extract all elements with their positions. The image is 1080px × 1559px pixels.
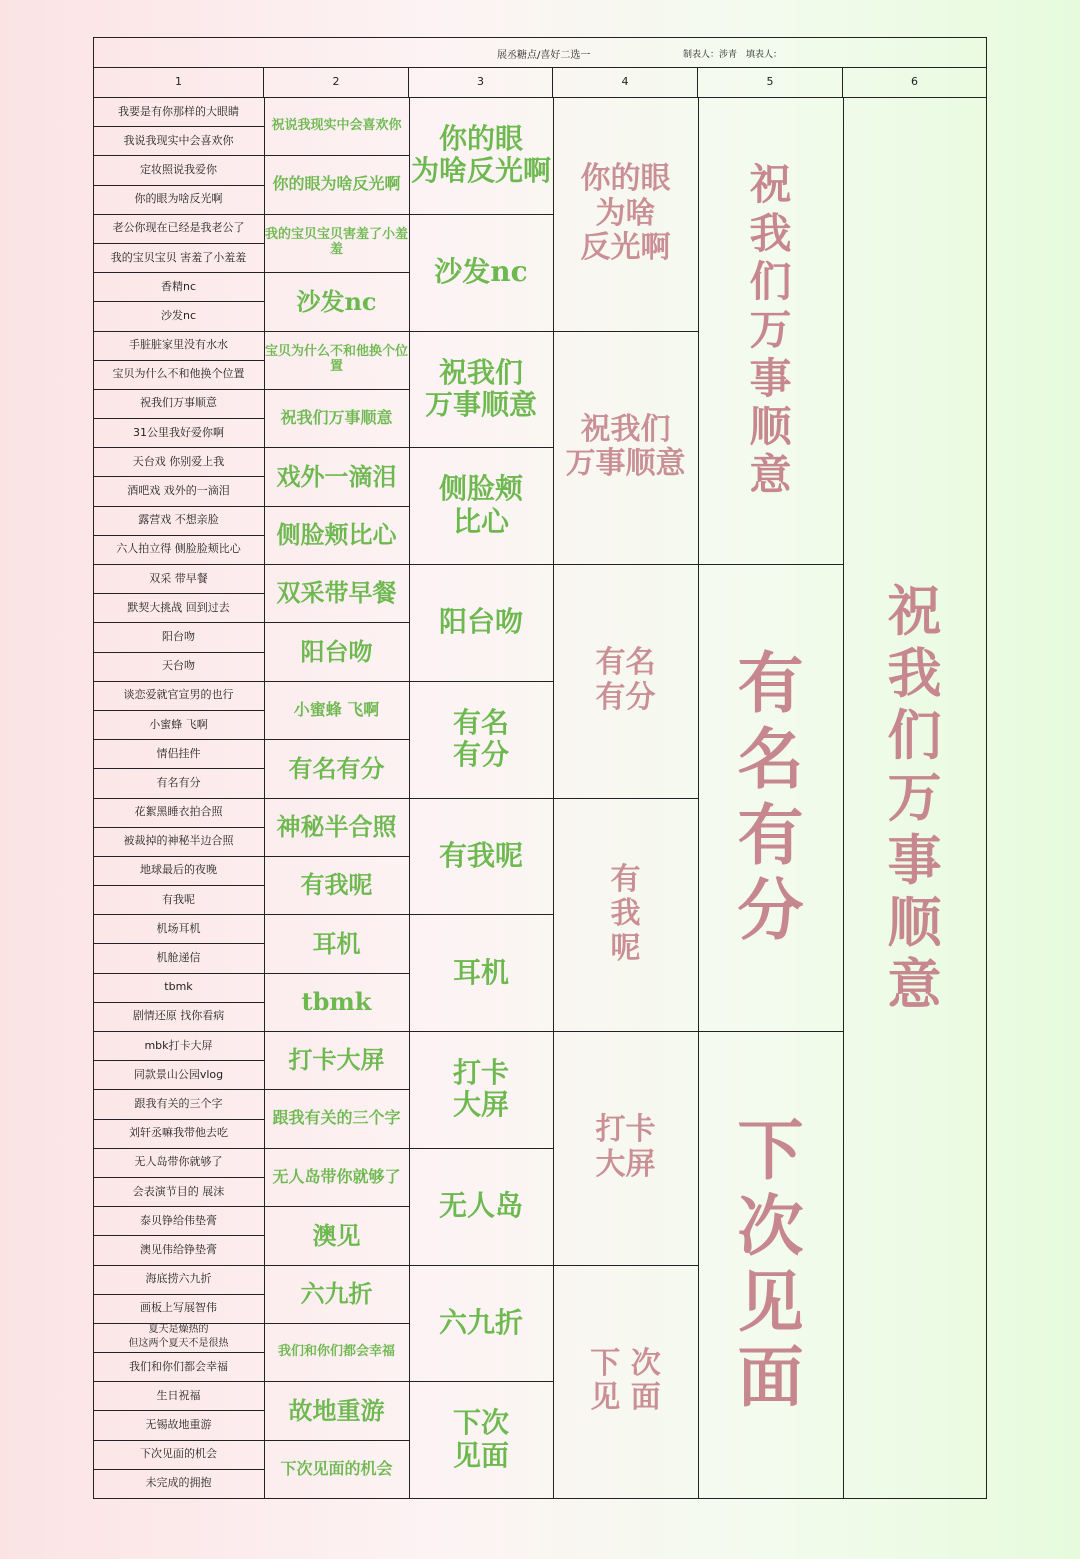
round1-entry: 机舱递信 — [156, 951, 201, 965]
round1-entry: 澳见伟给铮垫膏 — [140, 1242, 217, 1256]
round2-entry: 侧脸颊比心 — [276, 520, 397, 550]
round2-entry: tbmk — [301, 987, 372, 1017]
round1-entry: 有名有分 — [156, 775, 201, 789]
round6-entry: 祝 我 们 万 事 顺 意 — [887, 579, 942, 1016]
round1-entry: 露营戏 不想亲脸 — [138, 513, 219, 527]
sheet-meta: 制表人：涉青 填表人： — [683, 50, 783, 60]
round2-entry: 祝说我现实中会喜欢你 — [271, 117, 402, 133]
round1-entry: 我们和你们都会幸福 — [129, 1359, 228, 1373]
round1-entry: 宝贝为什么不和他换个位置 — [112, 367, 245, 381]
sheet-header — [94, 38, 986, 68]
round3-entry: 六九折 — [438, 1305, 523, 1339]
round4-entry: 下 次 见 面 — [590, 1345, 661, 1416]
round4-entry: 有名 有分 — [595, 645, 656, 715]
round1-entry: 我的宝贝宝贝 害羞了小羞羞 — [110, 250, 247, 264]
round3-entry: 打卡 大屏 — [452, 1056, 509, 1122]
column-number: 1 — [94, 67, 264, 97]
round1-entry: 画板上写展智伟 — [140, 1301, 217, 1315]
round2-entry: 打卡大屏 — [288, 1045, 385, 1075]
round1-entry: 下次见面的机会 — [140, 1447, 217, 1461]
round1-entry: 机场耳机 — [156, 921, 201, 935]
round4-entry: 打卡 大屏 — [595, 1112, 656, 1182]
round2-entry: 阳台吻 — [300, 636, 373, 666]
round1-entry: 同款景山公园vlog — [133, 1067, 224, 1081]
round1-entry: 被裁掉的神秘半边合照 — [123, 834, 234, 848]
round1-entry: mbk打卡大屏 — [144, 1038, 213, 1052]
round1-entry: 祝我们万事顺意 — [140, 396, 217, 410]
column-number-row — [94, 67, 986, 98]
round1-entry: 刘轩丞嘛我带他去吃 — [129, 1126, 228, 1140]
round2-entry: 我们和你们都会幸福 — [277, 1343, 395, 1359]
round2-entry: 跟我有关的三个字 — [272, 1108, 401, 1128]
round2-entry: 有名有分 — [288, 753, 385, 783]
round1-entry: 六人拍立得 侧脸脸颊比心 — [116, 542, 241, 556]
round2-entry: 沙发nc — [296, 286, 377, 316]
round1-entry: 谈恋爱就官宣男的也行 — [123, 688, 234, 702]
column-number: 5 — [698, 67, 843, 97]
round2-entry: 有我呢 — [300, 870, 373, 900]
round5-entry: 祝 我 们 万 事 顺 意 — [749, 160, 792, 500]
round3-entry: 你的眼 为啥反光啊 — [410, 122, 551, 188]
round1-entry: 无人岛带你就够了 — [134, 1155, 223, 1169]
round3-entry: 侧脸颊 比心 — [438, 472, 523, 538]
round1-entry: 我说我现实中会喜欢你 — [123, 133, 234, 147]
round3-entry: 下次 见面 — [452, 1406, 509, 1472]
round2-entry: 六九折 — [300, 1278, 373, 1308]
round1-entry: 定妆照说我爱你 — [140, 162, 217, 176]
round1-entry: 我要是有你那样的大眼睛 — [118, 104, 239, 118]
round1-entry: 沙发nc — [160, 308, 197, 322]
round1-entry: 酒吧戏 戏外的一滴泪 — [127, 484, 230, 498]
round1-entry: 手脏脏家里没有水水 — [129, 338, 228, 352]
round1-entry: 未完成的拥抱 — [145, 1476, 212, 1490]
round2-entry: 澳见 — [312, 1220, 361, 1250]
bracket-sheet — [93, 37, 987, 1499]
round1-entry: 生日祝福 — [156, 1388, 201, 1402]
round1-entry: 泰贝铮给伟垫膏 — [140, 1213, 217, 1227]
round1-entry: 小蜜蜂 飞啊 — [149, 717, 208, 731]
round4-entry: 你的眼 为啥 反光啊 — [580, 161, 671, 265]
round3-entry: 阳台吻 — [438, 605, 523, 639]
round1-entry: 剧情还原 找你看病 — [132, 1009, 225, 1023]
round1-entry: 默契大挑战 回到过去 — [127, 600, 230, 614]
round1-entry: tbmk — [164, 980, 193, 994]
round1-entry: 会表演节目的 展沫 — [132, 1184, 225, 1198]
column-number: 2 — [264, 67, 409, 97]
round3-entry: 祝我们 万事顺意 — [424, 355, 537, 421]
round1-entry: 阳台吻 — [162, 629, 195, 643]
round2-entry: 耳机 — [312, 928, 361, 958]
round1-entry: 地球最后的夜晚 — [140, 863, 217, 877]
round2-entry: 祝我们万事顺意 — [280, 407, 393, 427]
round2-entry: 宝贝为什么不和他换个位置 — [264, 343, 408, 374]
sheet-title: 展丞糖点/喜好二选一 — [497, 50, 591, 61]
round1-entry: 无锡故地重游 — [145, 1418, 212, 1432]
round5-entry: 有 名 有 分 — [737, 643, 804, 950]
round2-entry: 故地重游 — [288, 1395, 385, 1425]
round2-entry: 双采带早餐 — [276, 578, 397, 608]
round1-entry: 香精nc — [160, 279, 197, 293]
round1-entry: 海底捞六九折 — [145, 1272, 212, 1286]
round1-entry: 31公里我好爱你啊 — [133, 425, 224, 439]
round2-entry: 小蜜蜂 飞啊 — [293, 699, 380, 719]
round3-entry: 有我呢 — [438, 838, 523, 872]
column-number: 3 — [409, 67, 553, 97]
round1-entry: 天台戏 你别爱上我 — [132, 454, 225, 468]
round3-entry: 耳机 — [452, 955, 509, 989]
round1-entry: 你的眼为啥反光啊 — [134, 192, 223, 206]
round2-entry: 戏外一滴泪 — [276, 461, 397, 491]
round2-entry: 无人岛带你就够了 — [272, 1166, 401, 1186]
round2-entry: 我的宝贝宝贝害羞了小羞羞 — [264, 227, 408, 257]
round3-entry: 无人岛 — [438, 1189, 523, 1223]
round3-entry: 沙发nc — [434, 255, 528, 289]
column-number: 4 — [553, 67, 698, 97]
round1-entry: 老公你现在已经是我老公了 — [112, 221, 245, 235]
round1-entry: 天台吻 — [162, 659, 195, 673]
round3-entry: 有名 有分 — [452, 705, 509, 772]
round1-entry: 情侣挂件 — [156, 746, 201, 760]
column-number: 6 — [911, 75, 918, 88]
round4-entry: 祝我们 万事顺意 — [565, 411, 686, 482]
round4-entry: 有 我 呢 — [610, 861, 641, 966]
round2-entry: 神秘半合照 — [276, 811, 397, 841]
round1-entry: 跟我有关的三个字 — [134, 1096, 223, 1110]
round1-entry: 夏天是燥热的 但这两个夏天不是很热 — [128, 1324, 229, 1350]
round1-entry: 花絮黑睡衣拍合照 — [134, 805, 223, 819]
round2-entry: 你的眼为啥反光啊 — [272, 174, 401, 194]
round2-entry: 下次见面的机会 — [280, 1458, 393, 1478]
round1-entry: 双采 带早餐 — [149, 571, 208, 585]
round1-entry: 有我呢 — [162, 892, 195, 906]
round5-entry: 下 次 见 面 — [737, 1110, 804, 1417]
